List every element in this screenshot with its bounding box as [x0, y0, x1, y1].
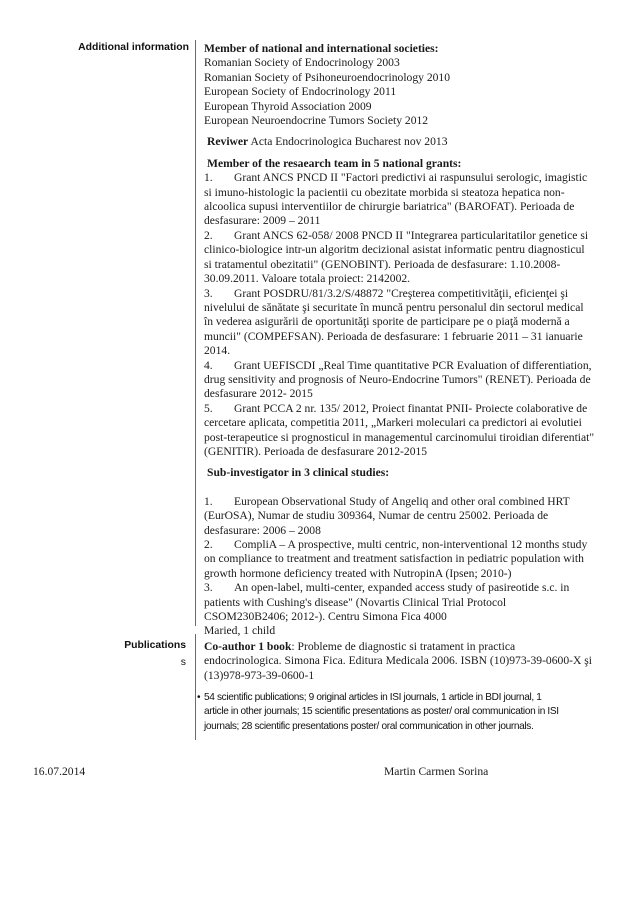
- grant-line: alcoolica supusi interventiilor de chirurgie bariatrica" (BAROFAT). Perioada de: [204, 200, 575, 214]
- study-number: 3.: [204, 581, 213, 595]
- study-item: [204, 495, 604, 538]
- grant-line: Grant POSDRU/81/3.2/S/48872 "Creşterea competitivităţii, eficienţei şi: [234, 286, 569, 300]
- footer-date: 16.07.2014: [33, 765, 86, 778]
- membership-item: Romanian Society of Psihoneuroendocrinology 2010: [204, 70, 451, 84]
- grant-number: 4.: [204, 358, 213, 372]
- grant-item: [204, 229, 604, 287]
- grant-item: [204, 171, 604, 229]
- grant-line: post-terapeutice si prognosticul in managementul carcinomului tiroidian diferentiat": [204, 430, 595, 444]
- grant-line: desfasurare 2012- 2015: [204, 387, 313, 401]
- grant-number: 3.: [204, 286, 213, 300]
- additional-information-content: [204, 42, 604, 639]
- publications-label: Publications: [124, 640, 186, 651]
- book-label: Co-author 1 book: [204, 640, 292, 653]
- grant-line: clinico-biologice intr-un algoritm decizional asistat informatic pentru diagnosticul: [204, 243, 585, 257]
- membership-item: European Society of Endocrinology 2011: [204, 85, 397, 99]
- grant-item: [204, 287, 604, 359]
- study-line: on compliance to treatment and treatment satisfaction in pediatric population with: [204, 552, 584, 566]
- grant-line: 30.09.2011. Valoare totala proiect: 2142002.: [204, 272, 411, 286]
- grants-heading: Member of the resaearch team in 5 national grants:: [207, 156, 462, 170]
- membership-item: European Neuroendocrine Tumors Society 2012: [204, 114, 429, 128]
- publications-bullet: [197, 691, 605, 734]
- grant-line: cercetare aplicata, competitia 2011, „Markeri moleculari ca predictori ai evolutiei: [204, 416, 582, 430]
- grant-line: Grant ANCS PNCD II "Factori predictivi ai raspunsului serologic, imagistic: [234, 171, 588, 185]
- grant-line: nivelului de sănătate şi securitate în muncă pentru personalul din sectorul medical: [204, 300, 584, 314]
- grant-line: (GENITIR). Perioada de desfasurare 2012-2015: [204, 444, 428, 458]
- book-line: endocrinologica. Simona Fica. Editura Medicala 2006. ISBN (10)973-39-0600-X şi: [204, 654, 592, 668]
- book-line: : Probleme de diagnostic si tratament in practica: [291, 640, 516, 653]
- grant-line: desfasurare: 2009 – 2011: [204, 214, 321, 228]
- study-line: European Observational Study of Angeliq and other oral combined HRT: [234, 494, 570, 508]
- additional-information-label: Additional information: [78, 42, 189, 53]
- bullet-line: article in other journals; 15 scientific presentations as poster/ oral communication in ISI: [204, 706, 559, 718]
- grant-number: 2.: [204, 228, 213, 242]
- grant-item: [204, 402, 604, 460]
- grant-line: în vederea asigurării de oportunităţi sporite de participare pe o piaţă modernă a: [204, 315, 570, 329]
- grant-line: drug sensitivity and prognosis of Neuro-Endocrine Tumors" (RENET). Perioada de: [204, 372, 591, 386]
- book-line: (13)978-973-39-0600-1: [204, 668, 315, 682]
- study-line: patients with Cushing's disease" (Novartis Clinical Trial Protocol: [204, 595, 507, 609]
- study-line: CSOM230B2406; 2012-). Centru Simona Fica 4000: [204, 610, 447, 624]
- membership-item: European Thyroid Association 2009: [204, 99, 372, 113]
- bullet-icon: •: [197, 692, 201, 703]
- grant-number: 1.: [204, 171, 213, 185]
- study-line: An open-label, multi-center, expanded access study of pasireotide s.c. in: [234, 581, 570, 595]
- publications-label-tail: s: [180, 657, 186, 668]
- grant-line: Grant ANCS 62-058/ 2008 PNCD II "Integrarea particularitatilor genetice si: [234, 228, 589, 242]
- grant-number: 5.: [204, 401, 213, 415]
- membership-item: Romanian Society of Endocrinology 2003: [204, 56, 400, 70]
- grant-line: Grant PCCA 2 nr. 135/ 2012, Proiect finantat PNII- Proiecte colaborative de: [234, 401, 588, 415]
- column-divider: [195, 40, 196, 626]
- reviewer-line: [204, 135, 604, 149]
- studies-heading: Sub-investigator in 3 clinical studies:: [207, 466, 390, 480]
- publications-content: [204, 640, 604, 683]
- study-item: [204, 581, 604, 624]
- study-line: CompliA – A prospective, multi centric, non-interventional 12 months study: [234, 538, 588, 551]
- footer-name: Martin Carmen Sorina: [384, 765, 489, 778]
- column-divider-publications: [195, 634, 196, 740]
- reviewer-label: Reviwer: [207, 135, 249, 149]
- grant-line: muncii" (COMPEFSAN). Perioada de desfasurare: 1 februarie 2011 – 31 ianuarie: [204, 329, 583, 343]
- memberships-heading: Member of national and international societies:: [204, 42, 439, 55]
- grant-item: [204, 359, 604, 402]
- grant-line: 2014.: [204, 344, 231, 358]
- marital-status: Maried, 1 child: [204, 624, 276, 638]
- study-number: 1.: [204, 494, 213, 508]
- grant-line: Grant UEFISCDI „Real Time quantitative PCR Evaluation of differentiation,: [234, 358, 592, 372]
- study-line: growth hormone deficiency treated with NutropinA (Ipsen; 2010-): [204, 566, 512, 580]
- study-item: [204, 538, 604, 581]
- grant-line: si imuno-histologic la pacientii cu obezitate morbida si steatoza hepatica non-: [204, 185, 565, 199]
- study-number: 2.: [204, 538, 213, 551]
- bullet-line: 54 scientific publications; 9 original articles in ISI journals, 1 article in BDI journal, 1: [204, 692, 542, 703]
- bullet-line: journals; 28 scientific presentations poster/ oral communication in other journals.: [204, 720, 534, 732]
- reviewer-text: Acta Endocrinologica Bucharest nov 2013: [248, 135, 448, 149]
- study-line: desfasurare: 2006 – 2008: [204, 523, 321, 537]
- study-line: (EurOSA), Numar de studiu 309364, Numar de centru 25002. Perioada de: [204, 509, 549, 523]
- grant-line: si tratamentul obezitatii" (GENOBINT). Perioada de desfasurare: 1.10.2008-: [204, 257, 561, 271]
